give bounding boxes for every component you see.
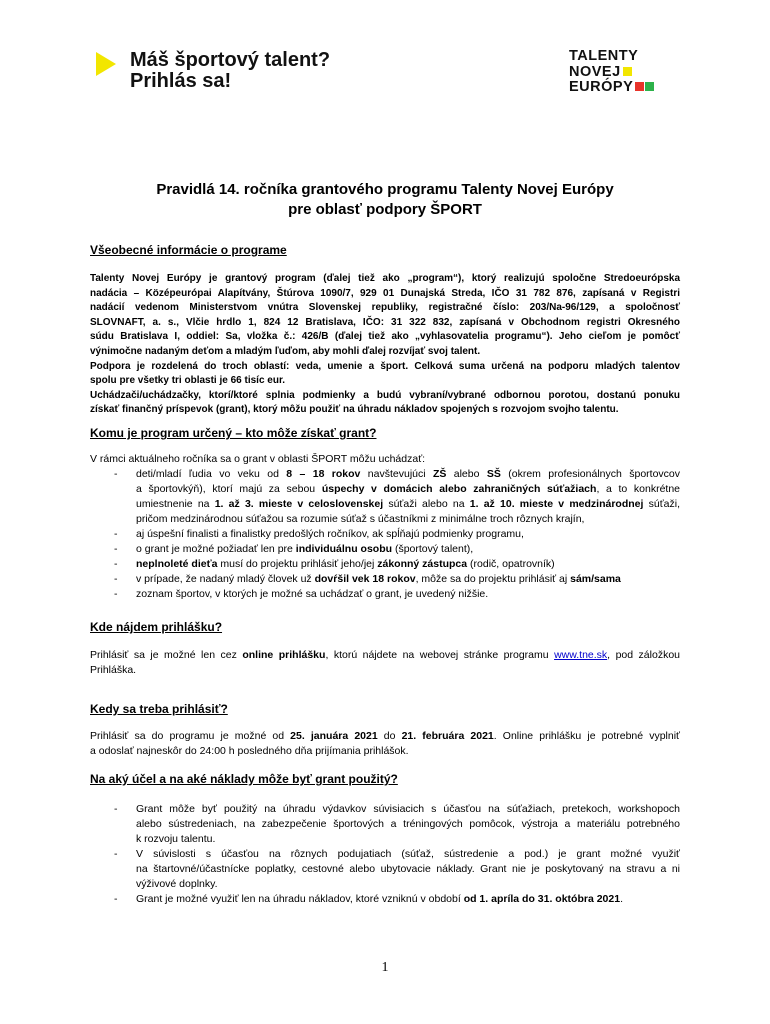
list-item: - v prípade, že nadaný mladý človek už dovŕšil vek 18 rokov, môže sa do projektu prihlásiť aj sám/sama bbox=[114, 573, 621, 585]
general-line: Podpora je rozdelená do troch oblastí: veda, umenie a šport. Celková suma určená na podporu mladých talentov bbox=[90, 360, 680, 372]
logo-line-1: TALENTY bbox=[569, 48, 639, 64]
list-item: - zoznam športov, v ktorých je možné sa uchádzať o grant, je uvedený nižšie. bbox=[114, 588, 489, 600]
general-line: nadácia – Középeurópai Alapítvány, Štúrova 1090/7, 929 01 Dunajská Streda, IČO 31 782 876, zapísaná v Registri bbox=[90, 287, 680, 299]
page-title bbox=[0, 180, 770, 220]
list-item: - Grant môže byť použitý na úhradu výdavkov súvisiacich s účasťou na súťažiach, pretekoch, workshopoch alebo sústredeniach, na zabezpečenie športových a tréningových pomôcok, výstroja a materiálu potrebného k rozvoju talentu. bbox=[114, 803, 680, 845]
deadline-paragraph: Prihlásiť sa do programu je možné od 25. januára 2021 do 21. februára 2021. Online prihlášku je potrebné vyplniť a odoslať najneskôr do 24:00 h posledného dňa prijímania prihlášok. bbox=[90, 730, 680, 757]
general-info-paragraph bbox=[90, 272, 680, 418]
green-square-icon bbox=[645, 82, 654, 91]
general-line: Uchádzači/uchádzačky, ktorí/ktoré splnia podmienky a budú vybraní/vybrané odbornou porotou, dostanú ponuku bbox=[90, 389, 680, 401]
title-line-1: Pravidlá 14. ročníka grantového programu Talenty Novej Európy bbox=[156, 181, 614, 198]
red-square-icon bbox=[635, 82, 644, 91]
general-line: získať finančný príspevok (grant), ktorý môžu použiť na úhradu nákladov spojených s rozvojom svojho talentu. bbox=[90, 404, 619, 416]
eligibility-list bbox=[90, 452, 680, 602]
general-line: SLOVNAFT, a. s., Vlčie hrdlo 1, 824 12 Bratislava, IČO: 31 322 832, zapísaná v Obchodnom registri Okresného bbox=[90, 316, 680, 328]
eligibility-intro: V rámci aktuálneho ročníka sa o grant v oblasti ŠPORT môžu uchádzať: bbox=[90, 453, 426, 465]
page-number: 1 bbox=[381, 960, 389, 975]
section-heading-deadline: Kedy sa treba prihlásiť? bbox=[90, 702, 228, 716]
logo-line-3: EURÓPY bbox=[569, 79, 634, 95]
logo-line-2: NOVEJ bbox=[569, 63, 621, 80]
triangle-icon bbox=[96, 52, 116, 76]
general-line: Talenty Novej Európy je grantový program (ďalej tiež ako „program“), ktorý realizujú spoločne Stredoeurópska bbox=[90, 273, 680, 284]
list-item: - neplnoleté dieťa musí do projektu prihlásiť jeho/jej zákonný zástupca (rodič, opatrovník) bbox=[114, 558, 555, 570]
list-item: - deti/mladí ľudia vo veku od 8 – 18 rokov navštevujúci ZŠ alebo SŠ (okrem profesionálnych športovcov a športovkýň), ktorí majú za sebou úspechy v domácich alebo zahraničných súťažiach, a to konkrétne umiestnenie na 1. až 3. mieste v celoslovenskej súťaži alebo na 1. až 10. mieste v medzinárodnej súťaži, pričom medzinárodnou súťažou sa rozumie súťaž s účastníkmi z minimálne troch rôznych krajín, bbox=[114, 468, 681, 525]
general-line: spolu pre všetky tri oblasti je 66 tisíc eur. bbox=[90, 375, 286, 387]
yellow-square-icon bbox=[623, 67, 632, 76]
section-heading-usage: Na aký účel a na aké náklady môže byť grant použitý? bbox=[90, 772, 398, 786]
title-line-2: pre oblasť podpory ŠPORT bbox=[288, 201, 482, 218]
brand-logo bbox=[569, 49, 669, 96]
section-heading-application: Kde nájdem prihlášku? bbox=[90, 620, 223, 634]
section-heading-general: Všeobecné informácie o programe bbox=[90, 243, 287, 257]
list-item: - o grant je možné požiadať len pre individuálnu osobu (športový talent), bbox=[114, 543, 474, 555]
section-heading-eligibility: Komu je program určený – kto môže získať grant? bbox=[90, 426, 377, 440]
application-paragraph: Prihlásiť sa je možné len cez online prihlášku, ktorú nájdete na webovej stránke programu www.tne.sk, pod záložkou Prihláška. bbox=[90, 649, 681, 676]
general-line: súdu Bratislava I, oddiel: Sa, vložka č.: 426/B (ďalej tiež ako „vyhlasovatelia programu“). Jeho cieľom je pomôcť bbox=[90, 331, 680, 343]
general-line: nadácií vedenom Ministerstvom vnútra Slovenskej republiky, registračné číslo: 203/Na-96/129, a spoločnosť bbox=[90, 302, 680, 314]
slogan-line-2: Prihlás sa! bbox=[130, 70, 232, 92]
list-item: - V súvislosti s účasťou na rôznych podujatiach (súťaž, sústredenie a pod.) je grant možné využiť na štartovné/účastnícke poplatky, cestovné alebo ubytovacie náklady. Grant nie je poskytovaný na stravu a ni výživové doplnky. bbox=[114, 848, 680, 890]
list-item: - aj úspešní finalisti a finalistky predošlých ročníkov, ak spĺňajú podmienky programu, bbox=[114, 528, 524, 540]
slogan-line-1: Máš športový talent? bbox=[130, 49, 331, 71]
list-item: - Grant je možné využiť len na úhradu nákladov, ktoré vzniknú v období od 1. apríla do 31. októbra 2021. bbox=[114, 893, 623, 905]
program-website-link[interactable]: www.tne.sk bbox=[554, 649, 608, 661]
general-line: výnimočne nadaným deťom a mladým ľuďom, aby mohli ďalej rozvíjať svoj talent. bbox=[90, 345, 481, 357]
usage-list bbox=[90, 802, 680, 907]
